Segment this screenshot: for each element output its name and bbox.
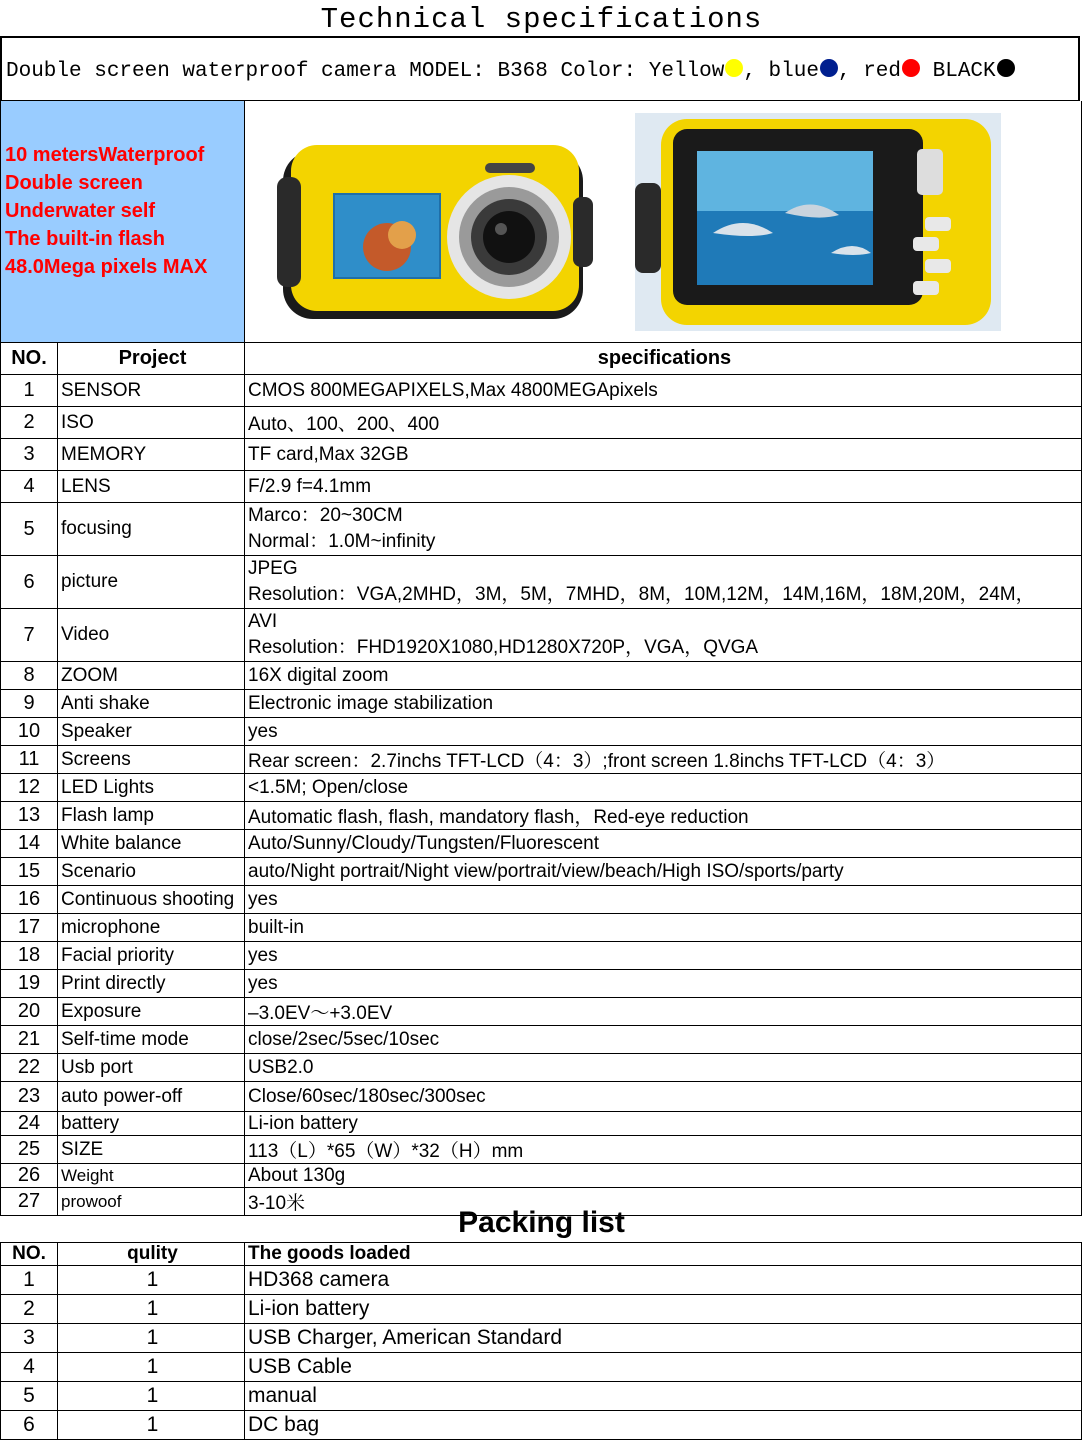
table-row: [1, 1054, 1082, 1082]
row-spec: built-in: [245, 914, 1082, 942]
table-row: [1, 1266, 1082, 1295]
camera-front-image: [277, 137, 597, 327]
row-number: 27: [1, 1188, 58, 1216]
row-spec: F/2.9 f=4.1mm: [245, 471, 1082, 503]
row-number: 5: [1, 503, 58, 556]
color-swatch-icon: [902, 59, 920, 77]
row-number: 13: [1, 802, 58, 830]
col-header-no: NO.: [1, 343, 58, 375]
table-row: [1, 970, 1082, 998]
row-qty: 1: [58, 1324, 245, 1353]
row-project: auto power-off: [58, 1082, 245, 1112]
row-project: Video: [58, 609, 245, 662]
color-name: Yellow: [636, 60, 725, 83]
row-spec: TF card,Max 32GB: [245, 439, 1082, 471]
table-row: [1, 471, 1082, 503]
row-project: SENSOR: [58, 375, 245, 407]
color-swatch-icon: [725, 59, 743, 77]
row-spec: CMOS 800MEGAPIXELS,Max 4800MEGApixels: [245, 375, 1082, 407]
row-number: 12: [1, 774, 58, 802]
row-project: Speaker: [58, 718, 245, 746]
row-number: 4: [1, 471, 58, 503]
row-number: 16: [1, 886, 58, 914]
table-row: [1, 1295, 1082, 1324]
row-spec: yes: [245, 970, 1082, 998]
row-number: 26: [1, 1164, 58, 1188]
row-number: 7: [1, 609, 58, 662]
row-number: 1: [1, 1266, 58, 1295]
table-row: [1, 1382, 1082, 1411]
row-project: battery: [58, 1112, 245, 1136]
row-number: 4: [1, 1353, 58, 1382]
color-name: red: [863, 60, 901, 83]
row-project: Print directly: [58, 970, 245, 998]
spec-table: [0, 342, 1082, 1216]
table-row: [1, 802, 1082, 830]
packing-title: Packing list: [458, 1206, 625, 1239]
model-line: [0, 36, 1080, 101]
col-header-no: NO.: [1, 1243, 58, 1266]
color-name: BLACK: [932, 60, 996, 83]
row-project: LENS: [58, 471, 245, 503]
feature-item: The built-in flash: [5, 228, 165, 250]
row-number: 8: [1, 662, 58, 690]
row-number: 5: [1, 1382, 58, 1411]
table-row: [1, 914, 1082, 942]
spec-line: Resolution：VGA,2MHD，3M，5M，7MHD，8M，10M,12M，14M,16M，18M,20M，24M，: [248, 584, 1035, 605]
packing-table: [0, 1242, 1082, 1440]
row-goods: DC bag: [245, 1411, 1082, 1440]
table-row: [1, 886, 1082, 914]
packing-table-body: [1, 1266, 1082, 1440]
row-number: 23: [1, 1082, 58, 1112]
row-number: 15: [1, 858, 58, 886]
col-header-project: Project: [58, 343, 245, 375]
color-separator: ,: [837, 60, 864, 83]
spec-table-body: [1, 375, 1082, 1216]
row-spec: yes: [245, 718, 1082, 746]
table-row: [1, 609, 1082, 662]
table-row: [1, 662, 1082, 690]
spec-line: Resolution：FHD1920X1080,HD1280X720P，VGA，QVGA: [248, 637, 759, 658]
row-number: 24: [1, 1112, 58, 1136]
row-project: Weight: [58, 1164, 245, 1188]
col-header-qty: qulity: [58, 1243, 245, 1266]
row-project: picture: [58, 556, 245, 609]
row-number: 11: [1, 746, 58, 774]
color-name: blue: [768, 60, 819, 83]
spec-line: JPEG: [248, 558, 298, 579]
row-spec: close/2sec/5sec/10sec: [245, 1026, 1082, 1054]
table-row: [1, 1136, 1082, 1164]
color-swatch-icon: [820, 59, 838, 77]
table-row: [1, 1026, 1082, 1054]
row-number: 2: [1, 1295, 58, 1324]
row-spec: Auto、100、200、400: [245, 407, 1082, 439]
row-project: MEMORY: [58, 439, 245, 471]
row-project: Screens: [58, 746, 245, 774]
table-row: [1, 690, 1082, 718]
row-number: 22: [1, 1054, 58, 1082]
row-spec: <1.5M; Open/close: [245, 774, 1082, 802]
row-number: 18: [1, 942, 58, 970]
row-project: LED Lights: [58, 774, 245, 802]
row-goods: HD368 camera: [245, 1266, 1082, 1295]
row-project: ZOOM: [58, 662, 245, 690]
row-number: 20: [1, 998, 58, 1026]
row-number: 19: [1, 970, 58, 998]
row-project: Scenario: [58, 858, 245, 886]
feature-list: [1, 101, 245, 343]
row-number: 9: [1, 690, 58, 718]
row-spec: 113（L）*65（W）*32（H）mm: [245, 1136, 1082, 1164]
row-spec: [245, 503, 1082, 556]
color-list: [636, 60, 1015, 83]
row-number: 14: [1, 830, 58, 858]
row-qty: 1: [58, 1353, 245, 1382]
spec-line: Marco：20~30CM: [248, 505, 403, 526]
row-project: Self-time mode: [58, 1026, 245, 1054]
feature-item: Double screen: [5, 172, 143, 194]
row-number: 25: [1, 1136, 58, 1164]
row-project: Anti shake: [58, 690, 245, 718]
row-goods: Li-ion battery: [245, 1295, 1082, 1324]
row-spec: Automatic flash, flash, mandatory flash，Red-eye reduction: [245, 802, 1082, 830]
row-number: 2: [1, 407, 58, 439]
table-row: [1, 407, 1082, 439]
table-row: [1, 746, 1082, 774]
table-row: [1, 1112, 1082, 1136]
feature-row: [0, 101, 1082, 343]
table-row: [1, 1164, 1082, 1188]
table-row: [1, 1082, 1082, 1112]
row-spec: Auto/Sunny/Cloudy/Tungsten/Fluorescent: [245, 830, 1082, 858]
row-project: focusing: [58, 503, 245, 556]
color-swatch-icon: [997, 59, 1015, 77]
feature-item: 48.0Mega pixels MAX: [5, 256, 208, 278]
table-row: [1, 439, 1082, 471]
feature-item: Underwater self: [5, 200, 156, 222]
row-project: prowoof: [58, 1188, 245, 1216]
row-spec: Electronic image stabilization: [245, 690, 1082, 718]
spec-line: AVI: [248, 611, 278, 632]
col-header-goods: The goods loaded: [245, 1243, 1082, 1266]
camera-back-image: [635, 113, 1001, 331]
row-spec: [245, 609, 1082, 662]
row-qty: 1: [58, 1382, 245, 1411]
feature-item: 10 metersWaterproof: [5, 144, 205, 166]
table-row: [1, 942, 1082, 970]
table-row: [1, 1324, 1082, 1353]
row-project: SIZE: [58, 1136, 245, 1164]
row-qty: 1: [58, 1266, 245, 1295]
row-spec: About 130g: [245, 1164, 1082, 1188]
row-project: Facial priority: [58, 942, 245, 970]
row-number: 17: [1, 914, 58, 942]
row-spec: yes: [245, 942, 1082, 970]
row-project: Continuous shooting: [58, 886, 245, 914]
row-number: 3: [1, 1324, 58, 1353]
row-qty: 1: [58, 1295, 245, 1324]
table-row: [1, 1411, 1082, 1440]
table-row: [1, 998, 1082, 1026]
row-spec: USB2.0: [245, 1054, 1082, 1082]
model-text: Double screen waterproof camera MODEL: B368 Color:: [6, 60, 637, 83]
row-qty: 1: [58, 1411, 245, 1440]
page-title: Technical specifications: [320, 3, 763, 36]
row-project: Exposure: [58, 998, 245, 1026]
row-spec: [245, 556, 1082, 609]
row-number: 3: [1, 439, 58, 471]
row-number: 21: [1, 1026, 58, 1054]
spec-line: Normal：1.0M~infinity: [248, 531, 436, 552]
row-number: 10: [1, 718, 58, 746]
row-project: Usb port: [58, 1054, 245, 1082]
color-separator: ,: [743, 60, 769, 83]
row-goods: USB Cable: [245, 1353, 1082, 1382]
col-header-specifications: specifications: [245, 343, 1082, 375]
row-spec: yes: [245, 886, 1082, 914]
row-goods: USB Charger, American Standard: [245, 1324, 1082, 1353]
row-spec: –3.0EV～+3.0EV: [245, 998, 1082, 1026]
table-row: [1, 1353, 1082, 1382]
table-row: [1, 375, 1082, 407]
row-spec: 16X digital zoom: [245, 662, 1082, 690]
row-spec: 3-10米: [245, 1188, 1082, 1216]
row-number: 1: [1, 375, 58, 407]
row-goods: manual: [245, 1382, 1082, 1411]
table-row: [1, 774, 1082, 802]
row-number: 6: [1, 556, 58, 609]
row-project: ISO: [58, 407, 245, 439]
row-project: White balance: [58, 830, 245, 858]
row-project: microphone: [58, 914, 245, 942]
row-spec: auto/Night portrait/Night view/portrait/view/beach/High ISO/sports/party: [245, 858, 1082, 886]
row-spec: Close/60sec/180sec/300sec: [245, 1082, 1082, 1112]
row-spec: Li-ion battery: [245, 1112, 1082, 1136]
row-spec: Rear screen：2.7inchs TFT-LCD（4：3）;front screen 1.8inchs TFT-LCD（4：3）: [245, 746, 1082, 774]
table-row: [1, 556, 1082, 609]
table-row: [1, 858, 1082, 886]
table-row: [1, 830, 1082, 858]
row-project: Flash lamp: [58, 802, 245, 830]
table-row: [1, 503, 1082, 556]
row-number: 6: [1, 1411, 58, 1440]
table-row: [1, 718, 1082, 746]
